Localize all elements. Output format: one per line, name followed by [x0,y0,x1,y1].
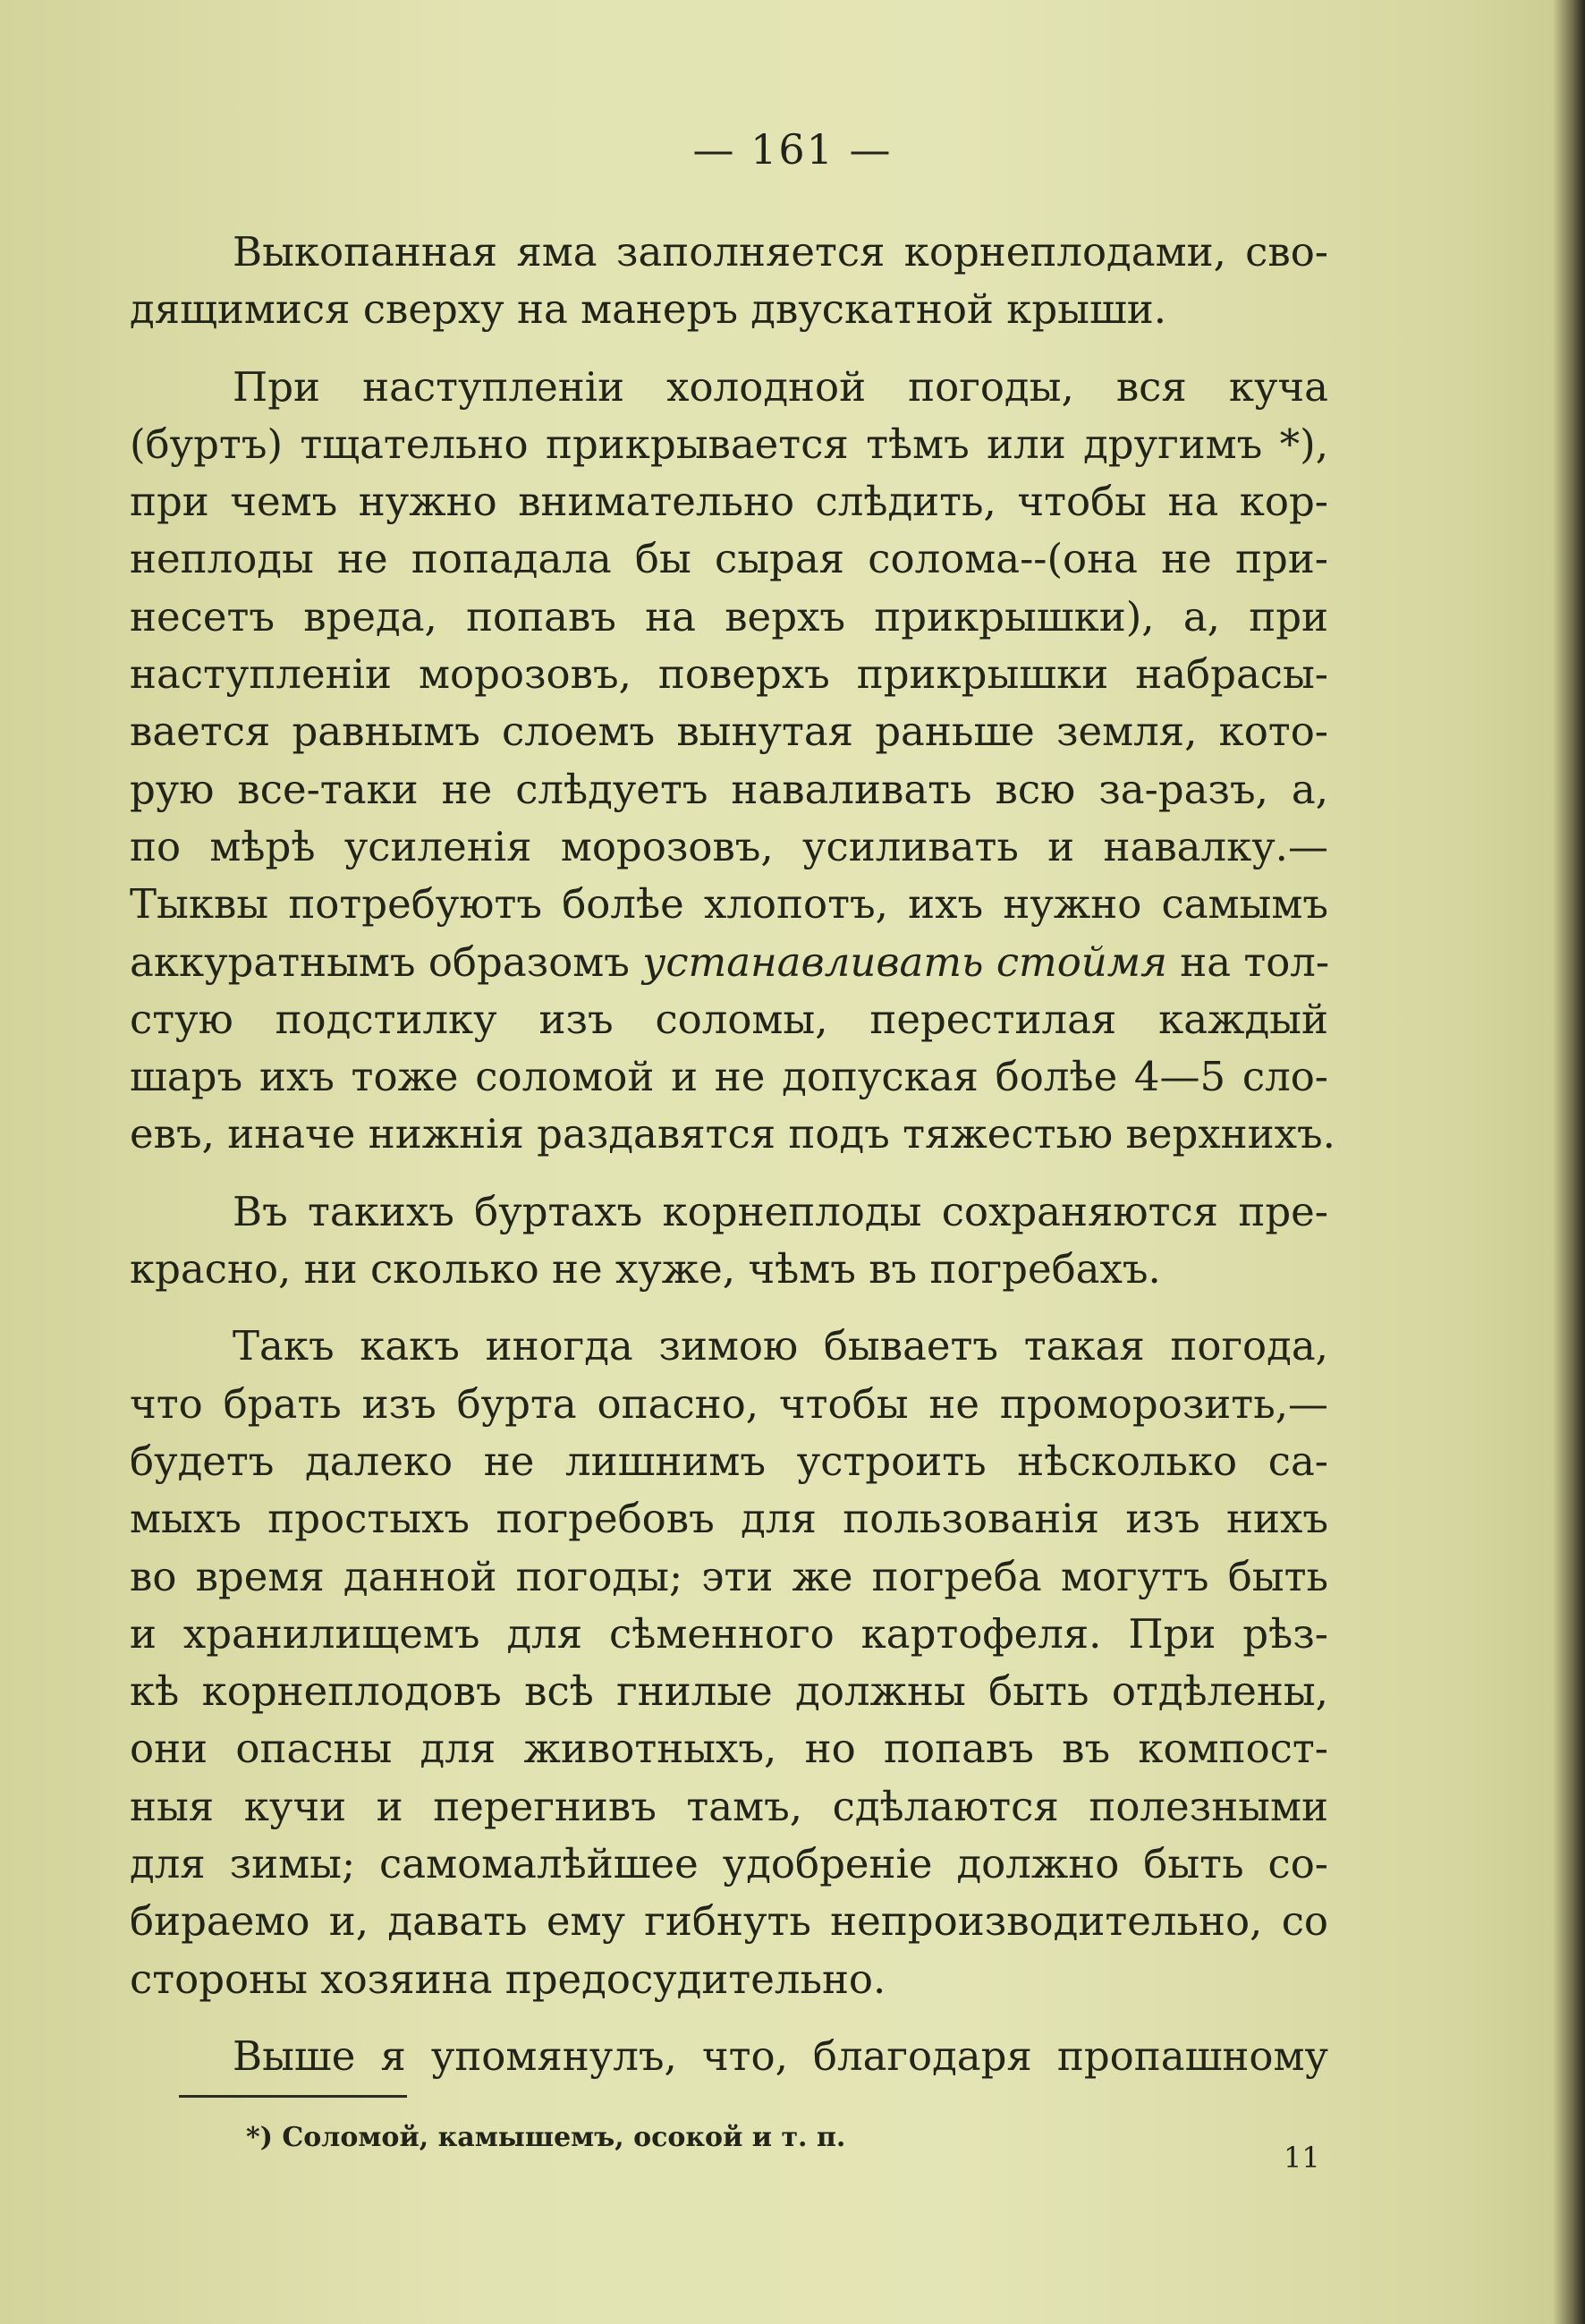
text-line: вается равнымъ слоемъ вынутая раньше земля, кото- [130,708,1328,756]
text-line: дящимися сверху на манеръ двускатной крыши. [130,285,1167,334]
signature-mark: 11 [1284,2141,1320,2175]
text-line: Выкопанная яма заполняется корнеплодами, сво- [233,228,1328,276]
text-line: шаръ ихъ тоже соломой и не допуская болѣе 4—5 сло- [130,1053,1328,1101]
paragraph [130,1318,1328,2008]
text-line: наступленіи морозовъ, поверхъ прикрышки набрасы- [130,650,1328,699]
text-line: для зимы; самомалѣйшее удобреніе должно быть со- [130,1840,1328,1888]
page-edge-shadow [1553,0,1585,2324]
body-text [130,224,1335,2085]
paragraph-gap [130,1298,1328,1318]
text-line [130,934,1328,991]
text-line: по мѣрѣ усиленія морозовъ, усиливать и навалку.— [130,822,1328,870]
text-line: кѣ корнеплодовъ всѣ гнилые должны быть отдѣлены, [130,1667,1328,1716]
paragraph [130,224,1328,339]
text-line: ныя кучи и перегнивъ тамъ, сдѣлаются полезными [130,1782,1328,1830]
text-line: При наступленіи холодной погоды, вся куча [233,362,1328,411]
text-line: при чемъ нужно внимательно слѣдить, чтобы на кор- [130,478,1328,526]
text-line: Такъ какъ иногда зимою бываетъ такая погода, [233,1322,1328,1370]
italic-text: устанавливать стоймя [642,937,1167,986]
footnote-rule [179,2095,407,2098]
page-number: — 161 — [692,125,893,174]
paragraph-gap [130,1164,1328,1183]
paragraph-gap [130,339,1328,359]
footnote: *) Соломой, камышемъ, осокой и т. п. [246,2122,846,2153]
text-line: несетъ вреда, попавъ на верхъ прикрышки), а, при [130,592,1328,640]
text-line: неплоды не попадала бы сырая солома--(она не при- [130,535,1328,583]
text-line: и хранилищемъ для сѣменного картофеля. При рѣз- [130,1609,1328,1658]
text-line: стороны хозяина предосудительно. [130,1955,886,2003]
text-line: стую подстилку изъ соломы, перестилая каждый [130,995,1328,1043]
paragraph-gap [130,2008,1328,2028]
text-line: во время данной погоды; эти же погреба могутъ быть [130,1552,1328,1600]
paragraph [130,359,1335,1164]
text-line: будетъ далеко не лишнимъ устроить нѣсколько са- [130,1437,1328,1485]
paragraph [130,1183,1328,1299]
text-line: мыхъ простыхъ погребовъ для пользованія изъ нихъ [130,1495,1328,1543]
text-run: на тол- [1166,937,1330,986]
paragraph [130,2028,1328,2085]
text-line: Въ такихъ буртахъ корнеплоды сохраняются пре- [233,1187,1328,1235]
text-line: они опасны для животныхъ, но попавъ въ компост- [130,1725,1328,1773]
text-line: что брать изъ бурта опасно, чтобы не проморозить,— [130,1379,1328,1428]
text-line: бираемо и, давать ему гибнуть непроизводительно, со [130,1897,1328,1946]
text-line: красно, ни сколько не хуже, чѣмъ въ погребахъ. [130,1245,1161,1293]
text-line: евъ, иначе нижнія раздавятся подъ тяжестью верхнихъ. [130,1110,1335,1158]
text-line: Тыквы потребуютъ болѣе хлопотъ, ихъ нужно самымъ [130,880,1328,929]
text-line: (буртъ) тщательно прикрывается тѣмъ или другимъ *), [130,420,1328,468]
text-line: рую все-таки не слѣдуетъ наваливать всю за-разъ, а, [130,765,1328,813]
text-run: аккуратнымъ образомъ [130,937,643,986]
text-line: Выше я упомянулъ, что, благодаря пропашному [233,2031,1328,2080]
